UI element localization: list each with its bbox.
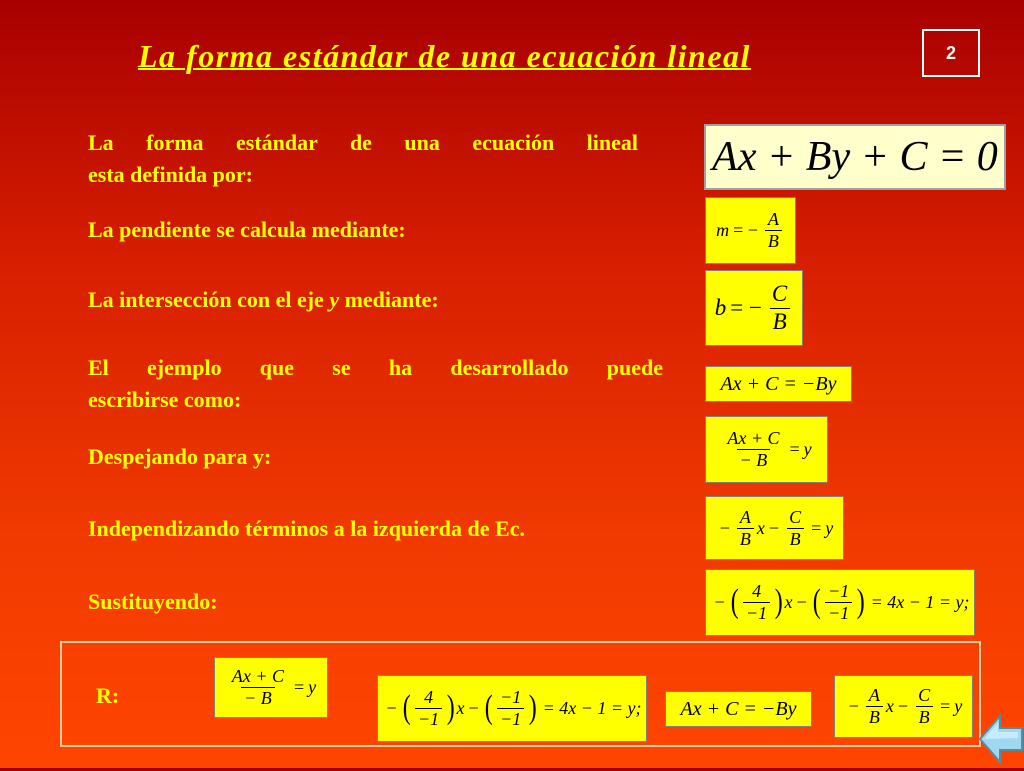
substitute-fraction1	[743, 581, 770, 623]
intercept-numerator: C	[771, 281, 788, 307]
answer-solve-denominator: − B	[241, 687, 275, 709]
answer-independent-den2: B	[916, 706, 933, 728]
answer-left-paren-2: (	[484, 689, 493, 727]
answer-solve-numerator: Ax + C	[231, 666, 284, 687]
slope-fraction	[765, 209, 782, 251]
answer-solve-rhs: y	[308, 677, 317, 697]
answer-independent-equals: =	[940, 696, 951, 716]
answer-substitute-den1: −1	[415, 708, 442, 730]
solve-formula	[705, 416, 828, 483]
substitute-minus1: −	[714, 592, 725, 612]
answer-solve-equals: =	[293, 677, 305, 697]
independent-num2: C	[789, 506, 802, 527]
answer-substitute-var: x	[456, 698, 465, 718]
answer-substitute-fraction2	[497, 687, 524, 729]
right-paren-1: )	[774, 583, 783, 621]
answer-substitute-num2: −1	[500, 687, 522, 708]
intercept-fraction	[769, 281, 790, 335]
answer-substitute-result: = 4x − 1 = y;	[542, 698, 642, 718]
substitute-num1: 4	[752, 581, 762, 602]
answer-independent-fraction1	[866, 685, 883, 727]
example-equation-text: Ax + C = −By	[720, 372, 837, 395]
independent-var: x	[756, 517, 765, 538]
example-line1: El ejemplo que se ha desarrollado puede	[88, 355, 663, 380]
answer-label: R:	[96, 683, 120, 708]
answer-independent-den1: B	[866, 706, 883, 728]
answer-independent-rhs: y	[954, 696, 963, 716]
slope-denominator: B	[765, 230, 782, 252]
substitute-formula	[705, 569, 975, 636]
solve-label: Despejando para y:	[88, 444, 272, 469]
standard-form-text: Ax + By + C = 0	[712, 134, 998, 180]
independent-minus1: −	[719, 517, 730, 538]
slope-formula	[705, 197, 796, 264]
solve-equals: =	[789, 439, 800, 459]
intercept-denominator: B	[770, 308, 790, 335]
independent-minus2: −	[768, 517, 780, 538]
answer-independent-num2: C	[918, 685, 931, 706]
answer-example-equation	[665, 691, 812, 727]
intercept-label-suffix: mediante:	[339, 287, 439, 312]
answer-solve-fraction	[229, 666, 287, 708]
answer-independent-minus1: −	[848, 696, 859, 716]
answer-substitute-num1: 4	[424, 687, 434, 708]
slide-title: La forma estándar de una ecuación lineal	[138, 38, 751, 74]
answer-independent-formula	[834, 675, 973, 738]
intercept-label	[88, 284, 439, 316]
substitute-fraction2	[825, 581, 852, 623]
page-number: 2	[922, 29, 980, 77]
answer-right-paren-2: )	[528, 689, 537, 727]
answer-substitute-formula	[377, 675, 647, 742]
answer-independent-num1: A	[868, 685, 880, 706]
definition-line2: esta definida por:	[88, 162, 253, 187]
solve-denominator: − B	[737, 449, 771, 471]
independent-den2: B	[787, 528, 804, 550]
independent-equals: =	[811, 517, 822, 538]
standard-form-equation	[704, 124, 1006, 190]
example-text	[88, 352, 663, 416]
answer-solve-formula	[214, 657, 328, 718]
intercept-label-prefix: La intersección con el eje	[88, 287, 330, 312]
left-paren-2: (	[812, 583, 821, 621]
intercept-label-var: y	[329, 287, 340, 312]
independent-label: Independizando términos a la izquierda de Ec.	[88, 516, 525, 541]
independent-fraction2	[786, 507, 804, 549]
intercept-formula	[705, 270, 803, 346]
definition-text	[88, 127, 638, 191]
answer-substitute-fraction1	[415, 687, 442, 729]
substitute-result: = 4x − 1 = y;	[870, 592, 970, 612]
independent-rhs: y	[825, 517, 834, 538]
answer-independent-fraction2	[915, 685, 933, 727]
answer-independent-var: x	[885, 696, 894, 716]
substitute-var: x	[784, 592, 793, 612]
answer-substitute-minus1: −	[386, 698, 397, 718]
independent-den1: B	[737, 528, 754, 550]
left-arrow-icon[interactable]	[978, 712, 1024, 771]
answer-independent-minus2: −	[897, 696, 909, 716]
left-paren-1: (	[730, 583, 739, 621]
slope-label: La pendiente se calcula mediante:	[88, 217, 406, 242]
substitute-label: Sustituyendo:	[88, 589, 218, 614]
slope-equals: = −	[733, 220, 758, 240]
answer-left-paren-1: (	[402, 689, 411, 727]
answer-right-paren-1: )	[446, 689, 455, 727]
answer-substitute-minus2: −	[468, 698, 479, 718]
left-arrow-icon-svg	[978, 712, 1024, 766]
substitute-num2: −1	[828, 581, 850, 602]
intercept-lhs: b	[714, 295, 727, 320]
right-paren-2: )	[856, 583, 865, 621]
solve-rhs: y	[803, 439, 812, 459]
answer-example-text: Ax + C = −By	[680, 697, 797, 720]
example-line2: escribirse como:	[88, 387, 242, 412]
slope-lhs: m	[716, 220, 730, 240]
definition-line1: La forma estándar de una ecuación lineal	[88, 130, 638, 155]
substitute-den2: −1	[825, 602, 852, 624]
independent-num1: A	[739, 506, 751, 527]
example-equation	[705, 366, 852, 402]
answer-substitute-den2: −1	[497, 708, 524, 730]
solve-numerator: Ax + C	[727, 428, 780, 449]
intercept-equals: = −	[730, 295, 762, 320]
independent-fraction1	[737, 507, 754, 549]
independent-formula	[705, 496, 844, 560]
substitute-den1: −1	[743, 602, 770, 624]
slope-numerator: A	[767, 209, 779, 230]
solve-fraction	[724, 428, 782, 470]
substitute-minus2: −	[796, 592, 807, 612]
